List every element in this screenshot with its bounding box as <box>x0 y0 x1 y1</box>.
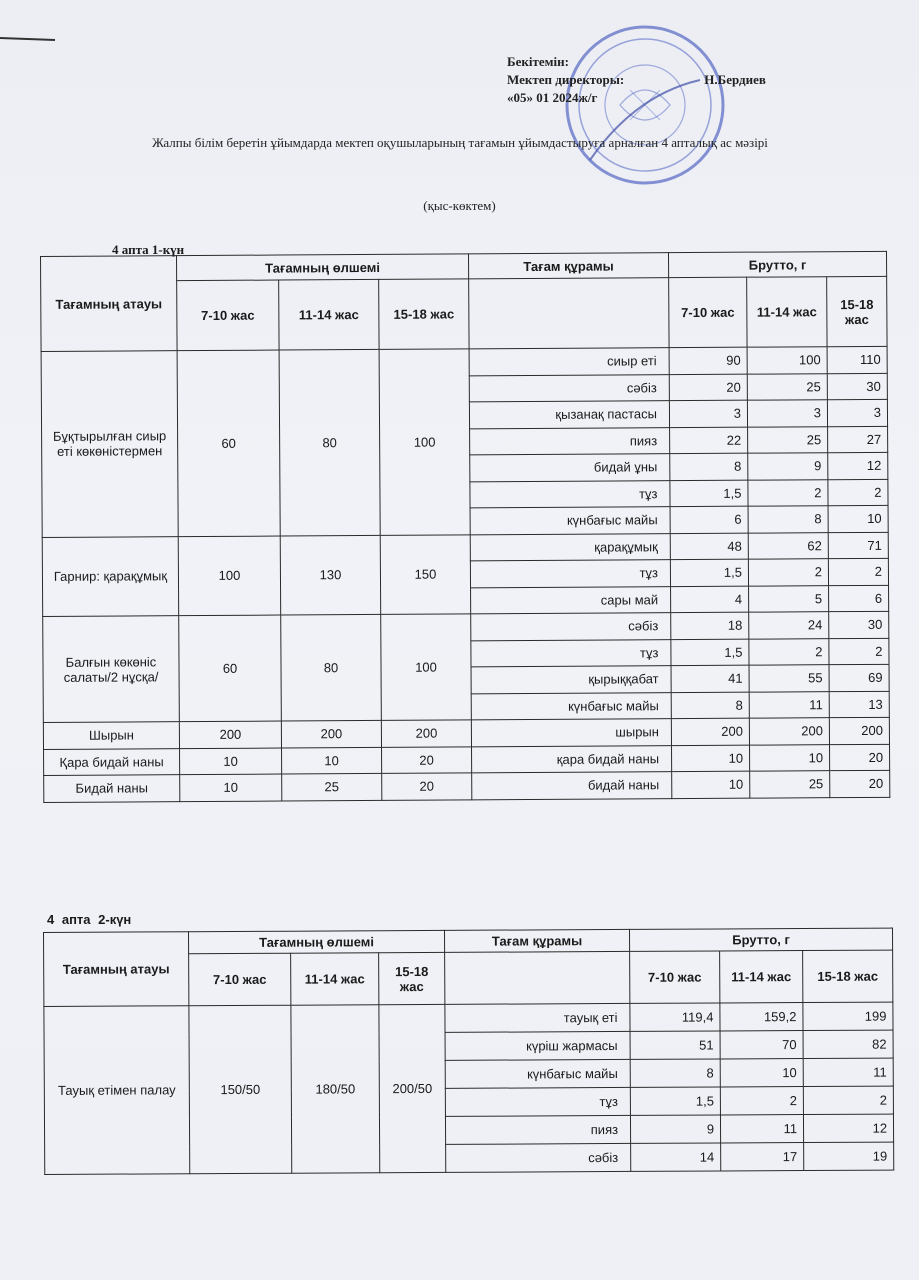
header-age-11-14: 11-14 жас <box>291 953 379 1005</box>
dish-name: Қара бидай наны <box>44 748 180 775</box>
brutto-cell: 1,5 <box>670 480 748 507</box>
brutto-cell: 1,5 <box>670 559 748 586</box>
document-title: Жалпы білім беретін ұйымдарда мектеп оқушыларының тағамын ұйымдастыруға арналған 4 апталық ас мәзірі <box>152 135 768 150</box>
ingredient-name: қарақұмық <box>470 533 670 561</box>
ingredient-name: қырыққабат <box>471 666 671 694</box>
portion-cell: 150 <box>380 534 470 614</box>
approval-position: Мектеп директоры: <box>507 72 625 87</box>
portion-cell: 100 <box>379 349 470 535</box>
header-age-7-10: 7-10 жас <box>630 951 720 1003</box>
portion-cell: 20 <box>382 773 472 800</box>
brutto-cell: 12 <box>828 452 888 479</box>
brutto-cell: 51 <box>630 1031 720 1059</box>
dish-name: Бидай наны <box>44 775 180 802</box>
brutto-cell: 199 <box>803 1002 893 1030</box>
approval-line2 <box>507 71 766 89</box>
brutto-cell: 90 <box>669 347 747 374</box>
ingredient-name: пияз <box>445 1115 630 1144</box>
portion-cell: 10 <box>282 747 382 774</box>
ingredient-name: тұз <box>471 639 671 667</box>
brutto-cell: 22 <box>670 427 748 454</box>
ingredient-name: тұз <box>445 1087 630 1116</box>
ingredient-row <box>44 1002 893 1034</box>
brutto-cell: 41 <box>671 665 749 692</box>
brutto-cell: 10 <box>720 1059 803 1087</box>
brutto-cell: 20 <box>669 374 747 401</box>
brutto-cell: 30 <box>827 373 887 400</box>
brutto-cell: 27 <box>828 426 888 453</box>
brutto-cell: 2 <box>828 479 888 506</box>
brutto-cell: 71 <box>828 532 888 559</box>
portion-cell: 80 <box>281 614 382 721</box>
brutto-cell: 110 <box>827 346 887 373</box>
day2-body <box>44 1002 894 1174</box>
portion-cell: 60 <box>179 615 282 722</box>
ingredient-name: күнбағыс майы <box>470 507 670 535</box>
brutto-cell: 2 <box>829 638 889 665</box>
portion-cell: 200 <box>281 720 381 747</box>
portion-cell: 180/50 <box>291 1005 380 1173</box>
brutto-cell: 200 <box>671 718 749 745</box>
portion-cell: 200 <box>179 721 281 748</box>
portion-cell: 200/50 <box>379 1004 446 1172</box>
header-composition: Тағам құрамы <box>469 253 669 279</box>
brutto-cell: 10 <box>672 745 750 772</box>
dish-name: Шырын <box>43 722 179 749</box>
day1-body <box>41 346 890 802</box>
ingredient-name: қызанақ пастасы <box>469 401 669 429</box>
ingredient-row <box>44 770 890 802</box>
portion-cell: 100 <box>178 536 280 616</box>
day2-header <box>44 928 893 1006</box>
brutto-cell: 55 <box>749 665 829 692</box>
header-age-11-14: 11-14 жас <box>279 279 379 350</box>
brutto-cell: 20 <box>830 770 890 797</box>
brutto-cell: 14 <box>631 1143 721 1171</box>
header-age-11-14: 11-14 жас <box>747 277 827 347</box>
header-brutto: Брутто, г <box>669 251 887 277</box>
brutto-cell: 8 <box>670 453 748 480</box>
brutto-cell: 10 <box>750 744 830 771</box>
brutto-cell: 9 <box>748 453 828 480</box>
day1-menu-table <box>40 251 890 803</box>
ingredient-name: қара бидай наны <box>472 745 672 773</box>
brutto-cell: 62 <box>748 532 828 559</box>
ingredient-name: тұз <box>470 480 670 508</box>
brutto-cell: 2 <box>828 558 888 585</box>
brutto-cell: 18 <box>671 612 749 639</box>
brutto-cell: 200 <box>749 718 829 745</box>
brutto-cell: 25 <box>748 426 828 453</box>
brutto-cell: 13 <box>829 691 889 718</box>
header-empty <box>445 951 630 1004</box>
portion-cell: 200 <box>381 720 471 747</box>
brutto-cell: 82 <box>803 1030 893 1058</box>
header-age-7-10: 7-10 жас <box>189 953 291 1006</box>
brutto-cell: 19 <box>804 1142 894 1170</box>
brutto-cell: 2 <box>749 638 829 665</box>
header-age-15-18: 15-18 жас <box>379 279 469 350</box>
brutto-cell: 1,5 <box>630 1087 720 1115</box>
season-label: (қыс-көктем) <box>423 198 496 213</box>
portion-cell: 10 <box>180 774 282 801</box>
ingredient-name: күнбағыс майы <box>445 1059 630 1088</box>
portion-cell: 100 <box>381 614 472 721</box>
header-empty <box>469 278 669 349</box>
brutto-cell: 12 <box>803 1114 893 1142</box>
brutto-cell: 17 <box>721 1143 804 1171</box>
brutto-cell: 10 <box>828 505 888 532</box>
brutto-cell: 3 <box>669 400 747 427</box>
day1-label: 4 апта 1-күн <box>112 242 185 257</box>
ingredient-name: күнбағыс майы <box>471 692 671 720</box>
portion-cell: 60 <box>177 350 280 536</box>
brutto-cell: 2 <box>720 1087 803 1115</box>
brutto-cell: 11 <box>803 1058 893 1086</box>
header-age-15-18: 15-18 жас <box>379 952 445 1004</box>
brutto-cell: 8 <box>748 506 828 533</box>
dish-name: Балғын көкөніс салаты/2 нұсқа/ <box>43 616 180 723</box>
brutto-cell: 8 <box>671 692 749 719</box>
brutto-cell: 24 <box>749 612 829 639</box>
portion-cell: 25 <box>282 773 382 800</box>
day2-menu-table <box>43 928 894 1175</box>
header-age-11-14: 11-14 жас <box>720 951 803 1003</box>
brutto-cell: 2 <box>748 559 828 586</box>
brutto-cell: 1,5 <box>671 639 749 666</box>
dish-name: Тауық етімен палау <box>44 1006 190 1175</box>
header-age-15-18: 15-18 жас <box>803 950 893 1002</box>
portion-cell: 130 <box>280 535 380 615</box>
brutto-cell: 69 <box>829 664 889 691</box>
brutto-cell: 10 <box>672 771 750 798</box>
brutto-cell: 159,2 <box>720 1003 803 1031</box>
brutto-cell: 2 <box>803 1086 893 1114</box>
header-portion: Тағамның өлшемі <box>189 930 445 953</box>
ingredient-name: сәбіз <box>446 1143 631 1172</box>
approval-line1: Бекітемін: <box>507 54 569 69</box>
header-dish-name: Тағамның атауы <box>44 932 189 1007</box>
ingredient-name: сәбіз <box>469 374 669 402</box>
header-portion: Тағамның өлшемі <box>177 254 469 281</box>
dish-name: Бұқтырылған сиыр еті көкөністермен <box>41 351 178 537</box>
brutto-cell: 6 <box>670 506 748 533</box>
approval-signer: Н.Бердиев <box>704 72 766 87</box>
day1-header <box>41 251 888 351</box>
brutto-cell: 20 <box>830 744 890 771</box>
ingredient-name: күріш жармасы <box>445 1031 630 1060</box>
header-composition: Тағам құрамы <box>445 929 630 952</box>
ingredient-name: сиыр еті <box>469 348 669 376</box>
brutto-cell: 100 <box>747 347 827 374</box>
dish-name: Гарнир: қарақұмық <box>42 536 178 616</box>
brutto-cell: 11 <box>720 1115 803 1143</box>
brutto-cell: 9 <box>630 1115 720 1143</box>
brutto-cell: 4 <box>671 586 749 613</box>
header-age-15-18: 15-18 жас <box>827 276 887 346</box>
ingredient-name: сары май <box>471 586 671 614</box>
brutto-cell: 6 <box>829 585 889 612</box>
ingredient-name: тауық еті <box>445 1003 630 1032</box>
header-age-7-10: 7-10 жас <box>177 280 279 351</box>
header-age-7-10: 7-10 жас <box>669 277 747 347</box>
brutto-cell: 30 <box>829 611 889 638</box>
brutto-cell: 3 <box>747 400 827 427</box>
brutto-cell: 3 <box>827 399 887 426</box>
brutto-cell: 25 <box>750 771 830 798</box>
ingredient-name: сәбіз <box>471 613 671 641</box>
ingredient-name: бидай наны <box>472 772 672 800</box>
portion-cell: 20 <box>382 746 472 773</box>
brutto-cell: 48 <box>670 533 748 560</box>
brutto-cell: 200 <box>829 717 889 744</box>
brutto-cell: 25 <box>747 373 827 400</box>
brutto-cell: 70 <box>720 1031 803 1059</box>
ingredient-name: тұз <box>470 560 670 588</box>
brutto-cell: 119,4 <box>630 1003 720 1031</box>
brutto-cell: 11 <box>749 691 829 718</box>
header-dish-name: Тағамның атауы <box>41 256 178 352</box>
brutto-cell: 5 <box>749 585 829 612</box>
ingredient-name: бидай ұны <box>470 454 670 482</box>
header-brutto: Брутто, г <box>630 928 893 951</box>
brutto-cell: 2 <box>748 479 828 506</box>
ingredient-name: пияз <box>470 427 670 455</box>
ingredient-name: шырын <box>471 719 671 747</box>
brutto-cell: 8 <box>630 1059 720 1087</box>
approval-block <box>507 53 766 107</box>
day2-label: 4 апта 2-күн <box>47 912 132 927</box>
approval-date: «05» 01 2024ж/г <box>507 90 598 105</box>
portion-cell: 80 <box>279 349 380 535</box>
portion-cell: 10 <box>180 748 282 775</box>
portion-cell: 150/50 <box>189 1005 292 1174</box>
